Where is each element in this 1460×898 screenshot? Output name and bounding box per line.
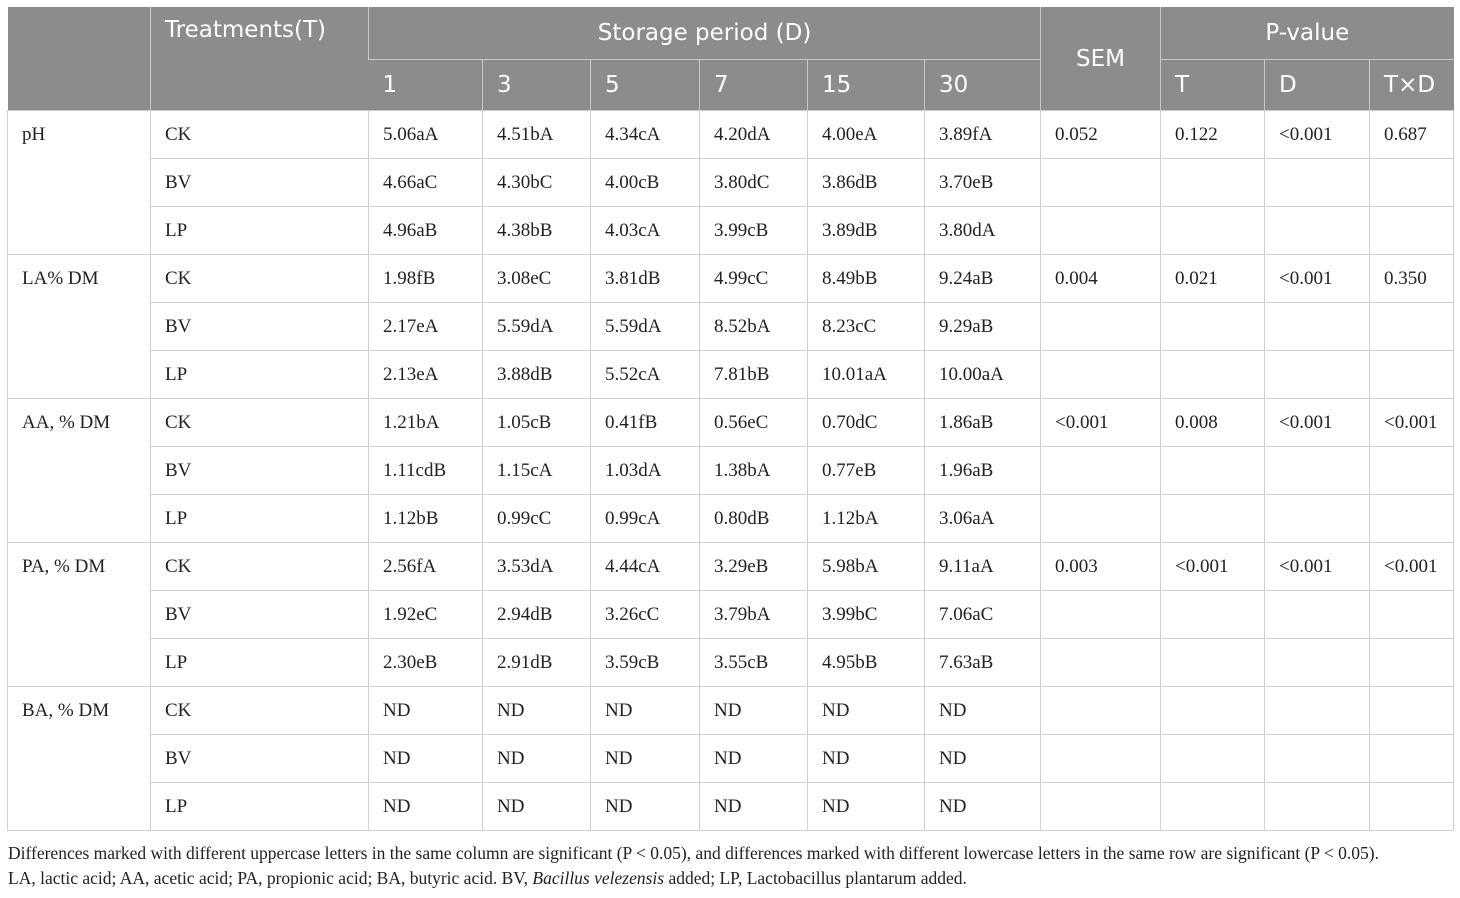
treatment-cell: BV xyxy=(151,303,369,351)
value-cell: 8.49bB xyxy=(808,255,925,303)
pvalue-cell xyxy=(1161,735,1265,783)
pvalue-cell xyxy=(1161,159,1265,207)
value-cell: 9.11aA xyxy=(925,543,1041,591)
value-cell: ND xyxy=(369,735,483,783)
value-cell: 0.70dC xyxy=(808,399,925,447)
value-cell: 8.23cC xyxy=(808,303,925,351)
value-cell: 0.41fB xyxy=(591,399,700,447)
value-cell: 10.01aA xyxy=(808,351,925,399)
sem-cell: 0.004 xyxy=(1041,255,1161,303)
sem-cell xyxy=(1041,447,1161,495)
value-cell: ND xyxy=(808,687,925,735)
value-cell: 3.29eB xyxy=(700,543,808,591)
footnote-abbrev: LA, lactic acid; AA, acetic acid; PA, propionic acid; BA, butyric acid. BV, xyxy=(8,868,533,888)
header-day: 5 xyxy=(591,60,700,111)
pvalue-cell xyxy=(1265,303,1370,351)
header-p-col: T×D xyxy=(1370,60,1454,111)
table-row xyxy=(8,159,1454,207)
pvalue-cell xyxy=(1265,447,1370,495)
value-cell: 5.06aA xyxy=(369,111,483,159)
value-cell: ND xyxy=(925,735,1041,783)
value-cell: ND xyxy=(591,687,700,735)
value-cell: 3.53dA xyxy=(483,543,591,591)
pvalue-cell xyxy=(1370,495,1454,543)
value-cell: 4.99cC xyxy=(700,255,808,303)
parameter-cell: LA% DM xyxy=(8,255,151,399)
value-cell: 2.17eA xyxy=(369,303,483,351)
pvalue-cell: 0.122 xyxy=(1161,111,1265,159)
header-day: 7 xyxy=(700,60,808,111)
value-cell: 1.12bB xyxy=(369,495,483,543)
value-cell: ND xyxy=(483,687,591,735)
value-cell: 2.94dB xyxy=(483,591,591,639)
value-cell: 1.12bA xyxy=(808,495,925,543)
pvalue-cell xyxy=(1265,351,1370,399)
value-cell: 5.52cA xyxy=(591,351,700,399)
value-cell: 3.59cB xyxy=(591,639,700,687)
table-header xyxy=(8,7,1454,111)
value-cell: ND xyxy=(369,687,483,735)
pvalue-cell xyxy=(1370,447,1454,495)
pvalue-cell xyxy=(1370,783,1454,831)
value-cell: 8.52bA xyxy=(700,303,808,351)
treatment-cell: LP xyxy=(151,207,369,255)
value-cell: 3.99bC xyxy=(808,591,925,639)
header-day: 15 xyxy=(808,60,925,111)
value-cell: 3.55cB xyxy=(700,639,808,687)
value-cell: 4.95bB xyxy=(808,639,925,687)
value-cell: 4.00cB xyxy=(591,159,700,207)
table-row xyxy=(8,351,1454,399)
value-cell: 3.80dC xyxy=(700,159,808,207)
pvalue-cell: <0.001 xyxy=(1370,543,1454,591)
table-row xyxy=(8,543,1454,591)
treatment-cell: CK xyxy=(151,687,369,735)
table-container xyxy=(7,7,1453,891)
table-row xyxy=(8,687,1454,735)
pvalue-cell xyxy=(1161,783,1265,831)
table-row xyxy=(8,735,1454,783)
value-cell: 0.56eC xyxy=(700,399,808,447)
pvalue-cell xyxy=(1161,207,1265,255)
value-cell: 2.13eA xyxy=(369,351,483,399)
treatment-cell: LP xyxy=(151,351,369,399)
pvalue-cell xyxy=(1370,687,1454,735)
value-cell: 10.00aA xyxy=(925,351,1041,399)
value-cell: 5.59dA xyxy=(483,303,591,351)
treatment-cell: BV xyxy=(151,591,369,639)
value-cell: 1.05cB xyxy=(483,399,591,447)
header-storage-period: Storage period (D) xyxy=(369,7,1041,60)
value-cell: 3.79bA xyxy=(700,591,808,639)
treatment-cell: CK xyxy=(151,399,369,447)
pvalue-cell xyxy=(1161,495,1265,543)
table-row xyxy=(8,399,1454,447)
pvalue-cell xyxy=(1370,159,1454,207)
value-cell: 9.29aB xyxy=(925,303,1041,351)
parameter-cell: pH xyxy=(8,111,151,255)
value-cell: 1.92eC xyxy=(369,591,483,639)
value-cell: 5.59dA xyxy=(591,303,700,351)
pvalue-cell xyxy=(1265,735,1370,783)
value-cell: 3.99cB xyxy=(700,207,808,255)
value-cell: 0.99cC xyxy=(483,495,591,543)
value-cell: 1.11cdB xyxy=(369,447,483,495)
header-p-col: T xyxy=(1161,60,1265,111)
header-p-col: D xyxy=(1265,60,1370,111)
footnote-species: Bacillus velezensis xyxy=(532,868,665,888)
sem-cell: 0.052 xyxy=(1041,111,1161,159)
value-cell: 2.56fA xyxy=(369,543,483,591)
value-cell: 1.86aB xyxy=(925,399,1041,447)
pvalue-cell xyxy=(1161,351,1265,399)
value-cell: 0.80dB xyxy=(700,495,808,543)
value-cell: 1.96aB xyxy=(925,447,1041,495)
header-day: 30 xyxy=(925,60,1041,111)
value-cell: 4.44cA xyxy=(591,543,700,591)
value-cell: ND xyxy=(483,735,591,783)
value-cell: 2.30eB xyxy=(369,639,483,687)
table-body xyxy=(8,111,1454,831)
value-cell: 7.63aB xyxy=(925,639,1041,687)
header-sem: SEM xyxy=(1041,7,1161,111)
header-day: 3 xyxy=(483,60,591,111)
pvalue-cell: <0.001 xyxy=(1161,543,1265,591)
value-cell: ND xyxy=(591,735,700,783)
value-cell: ND xyxy=(808,783,925,831)
value-cell: 1.21bA xyxy=(369,399,483,447)
footnote-line: Differences marked with different uppercase letters in the same column are significant (P < 0.05), and differences marked with different lowercase letters in the same row are significant (P < 0.05). xyxy=(8,843,1379,863)
pvalue-cell xyxy=(1161,447,1265,495)
value-cell: ND xyxy=(483,783,591,831)
sem-cell xyxy=(1041,303,1161,351)
value-cell: 4.30bC xyxy=(483,159,591,207)
value-cell: 1.03dA xyxy=(591,447,700,495)
value-cell: ND xyxy=(808,735,925,783)
treatment-cell: CK xyxy=(151,255,369,303)
value-cell: 5.98bA xyxy=(808,543,925,591)
value-cell: ND xyxy=(700,735,808,783)
pvalue-cell: 0.008 xyxy=(1161,399,1265,447)
value-cell: 4.38bB xyxy=(483,207,591,255)
value-cell: ND xyxy=(591,783,700,831)
sem-cell xyxy=(1041,783,1161,831)
value-cell: 4.20dA xyxy=(700,111,808,159)
sem-cell xyxy=(1041,591,1161,639)
header-pvalue: P-value xyxy=(1161,7,1454,60)
sem-cell xyxy=(1041,159,1161,207)
value-cell: ND xyxy=(700,783,808,831)
value-cell: 7.06aC xyxy=(925,591,1041,639)
pvalue-cell xyxy=(1265,687,1370,735)
pvalue-cell xyxy=(1161,639,1265,687)
treatment-cell: BV xyxy=(151,159,369,207)
pvalue-cell: <0.001 xyxy=(1370,399,1454,447)
treatment-cell: BV xyxy=(151,735,369,783)
data-table xyxy=(7,7,1454,831)
treatment-cell: CK xyxy=(151,543,369,591)
pvalue-cell xyxy=(1265,495,1370,543)
pvalue-cell xyxy=(1265,207,1370,255)
treatment-cell: CK xyxy=(151,111,369,159)
value-cell: 3.88dB xyxy=(483,351,591,399)
value-cell: ND xyxy=(925,783,1041,831)
value-cell: 7.81bB xyxy=(700,351,808,399)
value-cell: 2.91dB xyxy=(483,639,591,687)
value-cell: 0.99cA xyxy=(591,495,700,543)
value-cell: 3.89dB xyxy=(808,207,925,255)
table-row xyxy=(8,447,1454,495)
pvalue-cell xyxy=(1161,591,1265,639)
pvalue-cell: <0.001 xyxy=(1265,255,1370,303)
table-row xyxy=(8,639,1454,687)
value-cell: ND xyxy=(700,687,808,735)
table-footnotes xyxy=(7,841,1453,891)
pvalue-cell xyxy=(1370,591,1454,639)
treatment-cell: LP xyxy=(151,783,369,831)
header-treatments: Treatments(T) xyxy=(151,7,369,111)
value-cell: 3.86dB xyxy=(808,159,925,207)
value-cell: 1.15cA xyxy=(483,447,591,495)
parameter-cell: PA, % DM xyxy=(8,543,151,687)
treatment-cell: LP xyxy=(151,495,369,543)
value-cell: 3.26cC xyxy=(591,591,700,639)
table-row xyxy=(8,207,1454,255)
table-row xyxy=(8,495,1454,543)
sem-cell xyxy=(1041,495,1161,543)
header-blank xyxy=(8,7,151,111)
value-cell: ND xyxy=(925,687,1041,735)
treatment-cell: LP xyxy=(151,639,369,687)
value-cell: 3.80dA xyxy=(925,207,1041,255)
value-cell: 3.06aA xyxy=(925,495,1041,543)
value-cell: 9.24aB xyxy=(925,255,1041,303)
value-cell: 0.77eB xyxy=(808,447,925,495)
value-cell: 4.66aC xyxy=(369,159,483,207)
pvalue-cell xyxy=(1265,591,1370,639)
pvalue-cell xyxy=(1370,207,1454,255)
sem-cell xyxy=(1041,735,1161,783)
value-cell: 1.38bA xyxy=(700,447,808,495)
pvalue-cell xyxy=(1370,735,1454,783)
value-cell: 1.98fB xyxy=(369,255,483,303)
pvalue-cell xyxy=(1370,351,1454,399)
sem-cell xyxy=(1041,207,1161,255)
value-cell: 4.34cA xyxy=(591,111,700,159)
value-cell: 4.00eA xyxy=(808,111,925,159)
sem-cell: <0.001 xyxy=(1041,399,1161,447)
pvalue-cell: <0.001 xyxy=(1265,399,1370,447)
value-cell: 3.81dB xyxy=(591,255,700,303)
value-cell: ND xyxy=(369,783,483,831)
sem-cell xyxy=(1041,687,1161,735)
table-row xyxy=(8,255,1454,303)
pvalue-cell xyxy=(1370,639,1454,687)
parameter-cell: AA, % DM xyxy=(8,399,151,543)
footnote-line xyxy=(8,866,1453,891)
pvalue-cell xyxy=(1161,687,1265,735)
pvalue-cell: 0.687 xyxy=(1370,111,1454,159)
header-day: 1 xyxy=(369,60,483,111)
pvalue-cell xyxy=(1265,783,1370,831)
table-row xyxy=(8,111,1454,159)
pvalue-cell: 0.021 xyxy=(1161,255,1265,303)
pvalue-cell: 0.350 xyxy=(1370,255,1454,303)
pvalue-cell xyxy=(1265,159,1370,207)
pvalue-cell: <0.001 xyxy=(1265,111,1370,159)
treatment-cell: BV xyxy=(151,447,369,495)
value-cell: 4.03cA xyxy=(591,207,700,255)
sem-cell: 0.003 xyxy=(1041,543,1161,591)
pvalue-cell xyxy=(1265,639,1370,687)
table-row xyxy=(8,303,1454,351)
value-cell: 3.08eC xyxy=(483,255,591,303)
sem-cell xyxy=(1041,351,1161,399)
table-row xyxy=(8,783,1454,831)
sem-cell xyxy=(1041,639,1161,687)
pvalue-cell: <0.001 xyxy=(1265,543,1370,591)
value-cell: 4.96aB xyxy=(369,207,483,255)
value-cell: 4.51bA xyxy=(483,111,591,159)
parameter-cell: BA, % DM xyxy=(8,687,151,831)
pvalue-cell xyxy=(1161,303,1265,351)
value-cell: 3.89fA xyxy=(925,111,1041,159)
pvalue-cell xyxy=(1370,303,1454,351)
footnote-abbrev-end: added; LP, Lactobacillus plantarum added. xyxy=(664,868,967,888)
table-row xyxy=(8,591,1454,639)
value-cell: 3.70eB xyxy=(925,159,1041,207)
